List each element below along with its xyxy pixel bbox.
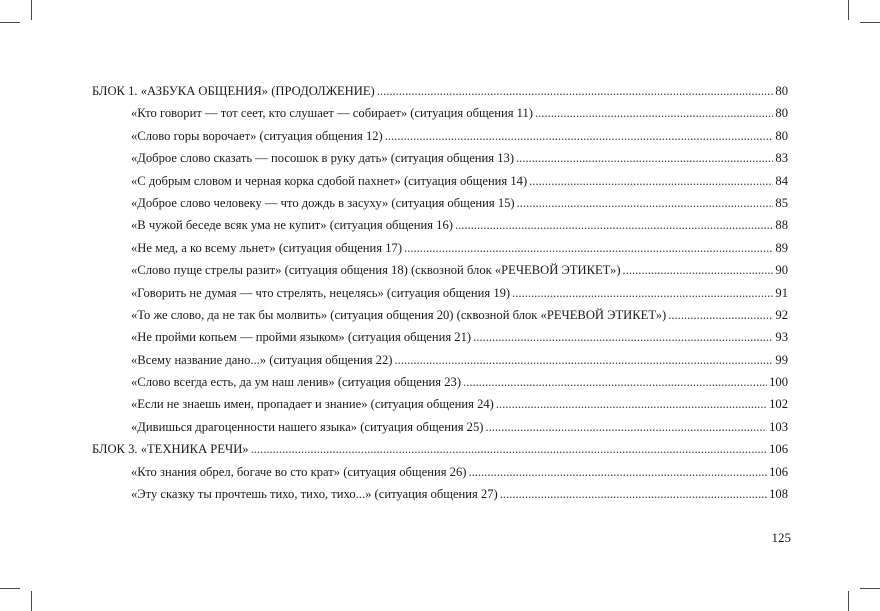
toc-entry-page: 90 — [775, 263, 788, 278]
dot-leader — [496, 397, 767, 412]
toc-entry-page: 100 — [769, 375, 788, 390]
toc-entry[interactable] — [92, 375, 788, 397]
toc-entry[interactable] — [92, 218, 788, 240]
toc-entry-page: 84 — [775, 173, 788, 188]
crop-mark-bottom-right — [848, 591, 849, 611]
toc-entry-page: 91 — [775, 285, 788, 300]
dot-leader — [623, 263, 774, 278]
dot-leader — [463, 375, 767, 390]
toc-entry-title: «Слово всегда есть, да ум наш ленив» (ситуация общения 23) — [131, 375, 462, 390]
toc-entry[interactable] — [92, 308, 788, 330]
toc-entry-title: «Дивишься драгоценности нашего языка» (ситуация общения 25) — [131, 419, 484, 434]
toc-entry[interactable] — [92, 330, 788, 352]
toc-entry-page: 80 — [775, 106, 788, 121]
crop-mark-top-right — [848, 0, 849, 20]
dot-leader — [517, 196, 774, 211]
dot-leader — [500, 487, 767, 502]
toc-entry-page: 85 — [775, 195, 788, 210]
toc-entry-page: 108 — [769, 487, 788, 502]
toc-entry[interactable] — [92, 129, 788, 151]
dot-leader — [385, 129, 774, 144]
dot-leader — [377, 84, 774, 99]
toc-entry[interactable] — [92, 465, 788, 487]
toc-entry-page: 103 — [769, 419, 788, 434]
toc-entry[interactable] — [92, 196, 788, 218]
toc-entry-title: БЛОК 1. «АЗБУКА ОБЩЕНИЯ» (ПРОДОЛЖЕНИЕ) — [92, 84, 375, 98]
toc-entry[interactable] — [92, 106, 788, 128]
toc-entry-page: 102 — [769, 397, 788, 412]
crop-mark-top-right-h — [860, 22, 880, 23]
toc-entry[interactable] — [92, 420, 788, 442]
toc-entry[interactable] — [92, 84, 788, 106]
toc-entry[interactable] — [92, 397, 788, 419]
dot-leader — [516, 151, 773, 166]
dot-leader — [535, 106, 773, 121]
toc-entry-title: «В чужой беседе всяк ума не купит» (ситуация общения 16) — [131, 218, 453, 233]
toc-entry-title: «Не мед, а ко всему льнет» (ситуация общения 17) — [131, 240, 403, 255]
toc-entry-title: «Не пройми копьем — пройми языком» (ситуация общения 21) — [131, 330, 472, 345]
toc-entry-title: «Слово горы ворочает» (ситуация общения 12) — [131, 128, 383, 143]
toc-entry[interactable] — [92, 263, 788, 285]
toc-entry-title: «Кто говорит — тот сеет, кто слушает — собирает» (ситуация общения 11) — [131, 106, 534, 121]
dot-leader — [512, 286, 773, 301]
toc-entry-title: «Всему название дано...» (ситуация общения 22) — [131, 352, 393, 367]
toc-entry-title: «Кто знания обрел, богаче во сто крат» (ситуация общения 26) — [131, 464, 467, 479]
toc-entry-page: 106 — [769, 464, 788, 479]
toc-entry-page: 89 — [775, 240, 788, 255]
toc-entry-page: 88 — [775, 218, 788, 233]
crop-mark-bottom-left — [31, 591, 32, 611]
toc-entry-title: «Доброе слово сказать — посошок в руку дать» (ситуация общения 13) — [131, 151, 515, 166]
dot-leader — [485, 420, 767, 435]
toc-entry[interactable] — [92, 241, 788, 263]
toc-entry[interactable] — [92, 442, 788, 464]
toc-entry-title: «Говорить не думая — что стрелять, нецелясь» (ситуация общения 19) — [131, 285, 511, 300]
page-number: 125 — [771, 530, 791, 545]
toc-entry-title: «То же слово, да не так бы молвить» (ситуация общения 20) (сквозной блок «РЕЧЕВОЙ ЭТИКЕТ») — [131, 307, 667, 322]
toc-entry[interactable] — [92, 174, 788, 196]
crop-mark-bottom-right-h — [860, 588, 880, 589]
crop-mark-bottom-left-h — [0, 588, 20, 589]
dot-leader — [668, 308, 773, 323]
toc-entry-page: 106 — [769, 442, 788, 457]
crop-mark-top-left — [31, 0, 32, 20]
toc-entry-page: 93 — [775, 330, 788, 345]
toc-entry[interactable] — [92, 487, 788, 509]
toc-entry-page: 80 — [775, 128, 788, 143]
toc-entry-page: 92 — [775, 307, 788, 322]
toc-entry-page: 80 — [775, 84, 788, 98]
table-of-contents — [92, 84, 788, 509]
dot-leader — [251, 442, 768, 457]
dot-leader — [468, 465, 767, 480]
toc-entry-title: БЛОК 3. «ТЕХНИКА РЕЧИ» — [92, 442, 249, 457]
crop-mark-top-left-h — [0, 22, 20, 23]
toc-entry-page: 83 — [775, 151, 788, 166]
toc-entry[interactable] — [92, 286, 788, 308]
toc-entry-title: «С добрым словом и черная корка сдобой пахнет» (ситуация общения 14) — [131, 173, 528, 188]
toc-entry[interactable] — [92, 353, 788, 375]
toc-entry-page: 99 — [775, 352, 788, 367]
toc-entry[interactable] — [92, 151, 788, 173]
toc-entry-title: «Доброе слово человеку — что дождь в засуху» (ситуация общения 15) — [131, 195, 515, 210]
toc-entry-title: «Если не знаешь имен, пропадает и знание» (ситуация общения 24) — [131, 397, 494, 412]
dot-leader — [394, 353, 773, 368]
dot-leader — [404, 241, 773, 256]
dot-leader — [529, 174, 773, 189]
dot-leader — [473, 330, 773, 345]
dot-leader — [455, 218, 773, 233]
toc-entry-title: «Эту сказку ты прочтешь тихо, тихо, тихо...» (ситуация общения 27) — [131, 487, 498, 502]
toc-entry-title: «Слово пуще стрелы разит» (ситуация общения 18) (сквозной блок «РЕЧЕВОЙ ЭТИКЕТ») — [131, 263, 621, 278]
